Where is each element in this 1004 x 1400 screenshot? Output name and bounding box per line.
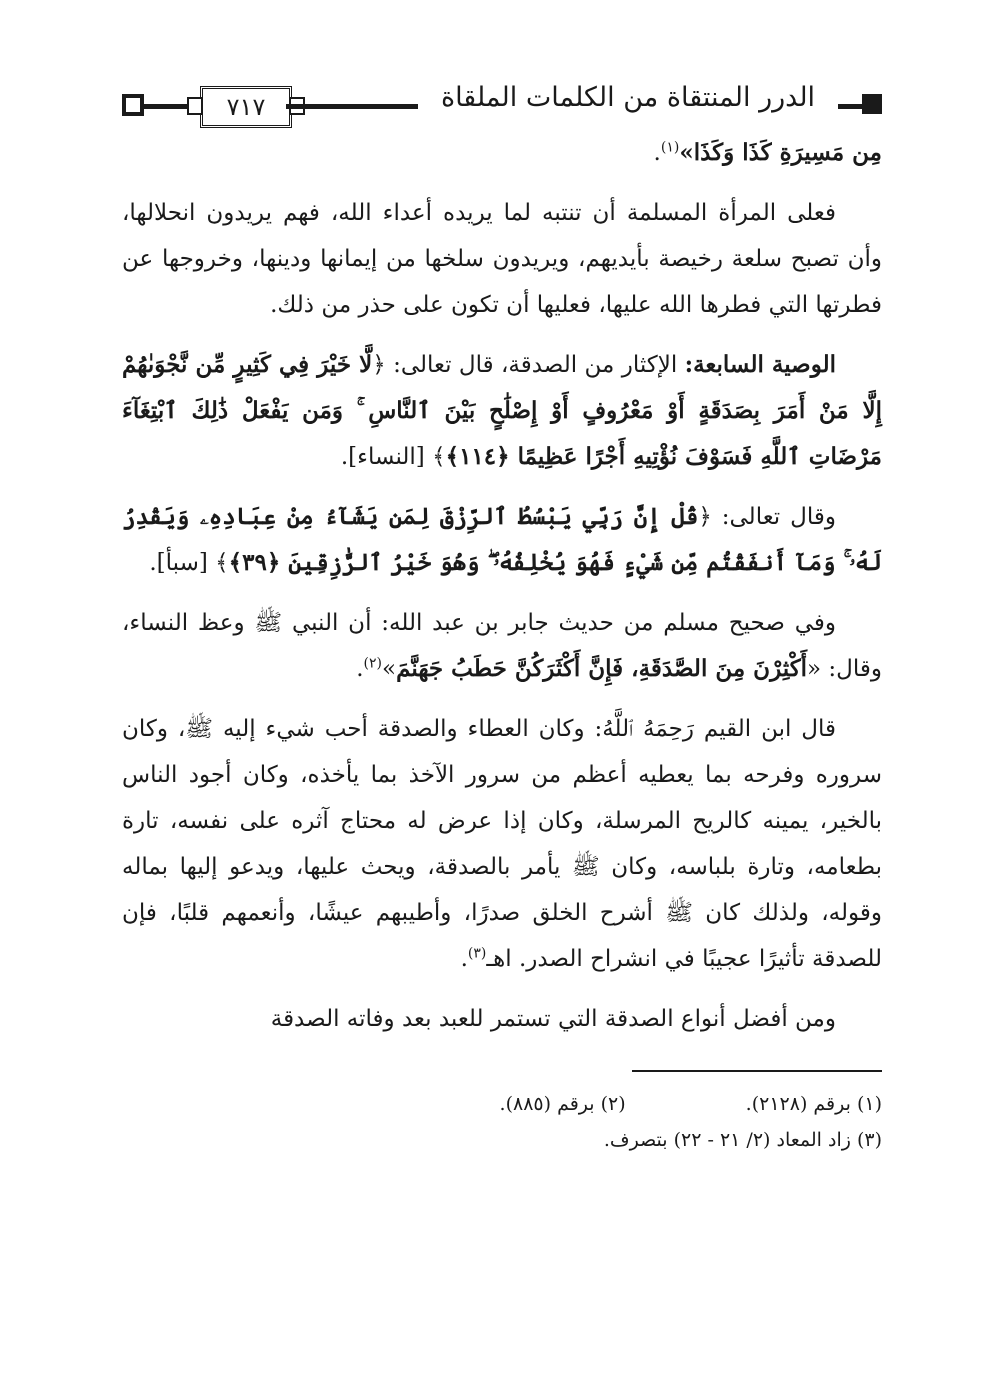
hadith-text: أَكْثِرْنَ مِنَ الصَّدَقَةِ، فَإِنَّ أَكْثَرَكُنَّ حَطَبُ جَهَنَّمَ <box>396 655 808 682</box>
footnotes <box>122 1086 882 1158</box>
hadith-close: » <box>382 656 397 682</box>
header-square-filled-icon <box>862 94 882 114</box>
paragraph-6: ومن أفضل أنواع الصدقة التي تستمر للعبد بعد وفاته الصدقة <box>270 1006 836 1032</box>
main-text <box>122 130 882 1042</box>
page-header <box>122 80 882 130</box>
page-number-text: ٧١٧ <box>226 93 266 121</box>
verse-ref-saba: ﴾ [سبأ]. <box>149 550 229 576</box>
page-number <box>200 86 292 128</box>
footnote-row <box>122 1086 882 1122</box>
verse-ref-nisa: ﴾ [النساء]. <box>340 444 446 470</box>
quran-verse-saba: قُلْ إِنَّ رَبِّي يَبْسُطُ ٱلرِّزْقَ لِمَن يَشَآءُ مِنْ عِبَادِهِۦ وَيَقْدِرُ لَهُۥ ۚ وَمَآ أَنفَقْتُم مِّن شَيْءٍ فَهُوَ يُخْلِفُهُۥ ۖ وَهُوَ خَيْرُ ٱلرَّٰزِقِينَ ﴿٣٩﴾ <box>122 503 882 576</box>
paragraph-4: وفي صحيح مسلم من حديث جابر بن عبد الله: أن النبي ﷺ وعظ النساء، وقال: «أَكْثِرْنَ مِنَ الصَّدَقَةِ، فَإِنَّ أَكْثَرَكُنَّ حَطَبُ جَهَنَّمَ»$^{(٢)}$. <box>122 610 882 682</box>
seventh-advice-label: الوصية السابعة: <box>684 351 836 378</box>
seventh-advice-intro: الإكثار من الصدقة، قال تعالى: ﴿ <box>372 352 685 378</box>
hadith-intro: وفي صحيح مسلم من حديث جابر بن عبد الله: أن النبي ﷺ وعظ النساء، وقال: « <box>122 610 882 682</box>
footnote-2: (٢) برقم (٨٨٥). <box>499 1093 626 1115</box>
quran-verse-nisa: لَّا خَيْرَ فِي كَثِيرٍ مِّن نَّجْوَىٰهُمْ إِلَّا مَنْ أَمَرَ بِصَدَقَةٍ أَوْ مَعْرُوفٍ أَوْ إِصْلَٰحٍ بَيْنَ ٱلنَّاسِ ۚ وَمَن يَفْعَلْ ذَٰلِكَ ٱبْتِغَآءَ مَرْضَاتِ ٱللَّهِ فَسَوْفَ نُؤْتِيهِ أَجْرًا عَظِيمًا ﴿١١٤﴾ <box>122 351 882 470</box>
header-square-outline-icon <box>122 94 144 116</box>
ibn-qayyim-quote: قال ابن القيم رَحِمَهُ ٱللَّهُ: وكان العطاء والصدقة أحب شيء إليه ﷺ، وكان سروره وفرحه بما يعطيه أعظم من سرور الآخذ بما يأخذه، وكان أجود الناس بالخير، يمينه كالريح المرسلة، وكان إذا عرض له محتاج آثره على نفسه، تارة بطعامه، وتارة بلباسه، وكان ﷺ يأمر بالصدقة، ويحث عليها، ويدعو إليها بماله وقوله، ولذلك كان ﷺ أشرح الخلق صدرًا، وأطيبهم عيشًا، وأنعمهم قلبًا، فإن للصدقة تأثيرًا عجيبًا في انشراح الصدر. اهـ <box>122 716 882 972</box>
footnote-ref-1: (١) <box>660 139 680 156</box>
footnote-3: (٣) زاد المعاد (٢/ ٢١ - ٢٢) بتصرف. <box>603 1129 882 1151</box>
hadith-ending: مِن مَسِيرَةِ كَذَا وَكَذَا» <box>679 139 882 166</box>
book-title: الدرر المنتقاة من الكلمات الملقاة <box>418 82 838 113</box>
paragraph-0: مِن مَسِيرَةِ كَذَا وَكَذَا»$^{(١)}$. <box>653 139 882 166</box>
header-rule-middle <box>286 104 426 109</box>
paragraph-1: فعلى المرأة المسلمة أن تنتبه لما يريده أعداء الله، فهم يريدون انحلالها، وأن تصبح سلعة رخيصة بأيديهم، ويريدون سلخها من إيمانها ودينها، وخروجها عن فطرتها التي فطرها الله عليها، فعليها أن تكون على حذر من ذلك. <box>122 200 883 318</box>
saba-intro: وقال تعالى: ﴿ <box>698 504 836 530</box>
footnote-separator <box>632 1070 882 1072</box>
footnote-ref-3: (٣) <box>467 945 487 962</box>
footnote-ref-2: (٢) <box>363 655 382 672</box>
paragraph-5: قال ابن القيم رَحِمَهُ ٱللَّهُ: وكان العطاء والصدقة أحب شيء إليه ﷺ، وكان سروره وفرحه بما يعطيه أعظم من سرور الآخذ بما يأخذه، وكان أجود الناس بالخير، يمينه كالريح المرسلة، وكان إذا عرض له محتاج آثره على نفسه، تارة بطعامه، وتارة بلباسه، وكان ﷺ يأمر بالصدقة، ويحث عليها، ويدعو إليها بماله وقوله، ولذلك كان ﷺ أشرح الخلق صدرًا، وأطيبهم عيشًا، وأنعمهم قلبًا، فإن للصدقة تأثيرًا عجيبًا في انشراح الصدر. اهـ$^{(٣)}$. <box>122 716 882 972</box>
paragraph-3 <box>122 494 882 586</box>
document-page <box>122 80 882 1370</box>
footnote-1: (١) برقم (٢١٢٨). <box>745 1093 882 1115</box>
paragraph-2 <box>122 342 882 480</box>
